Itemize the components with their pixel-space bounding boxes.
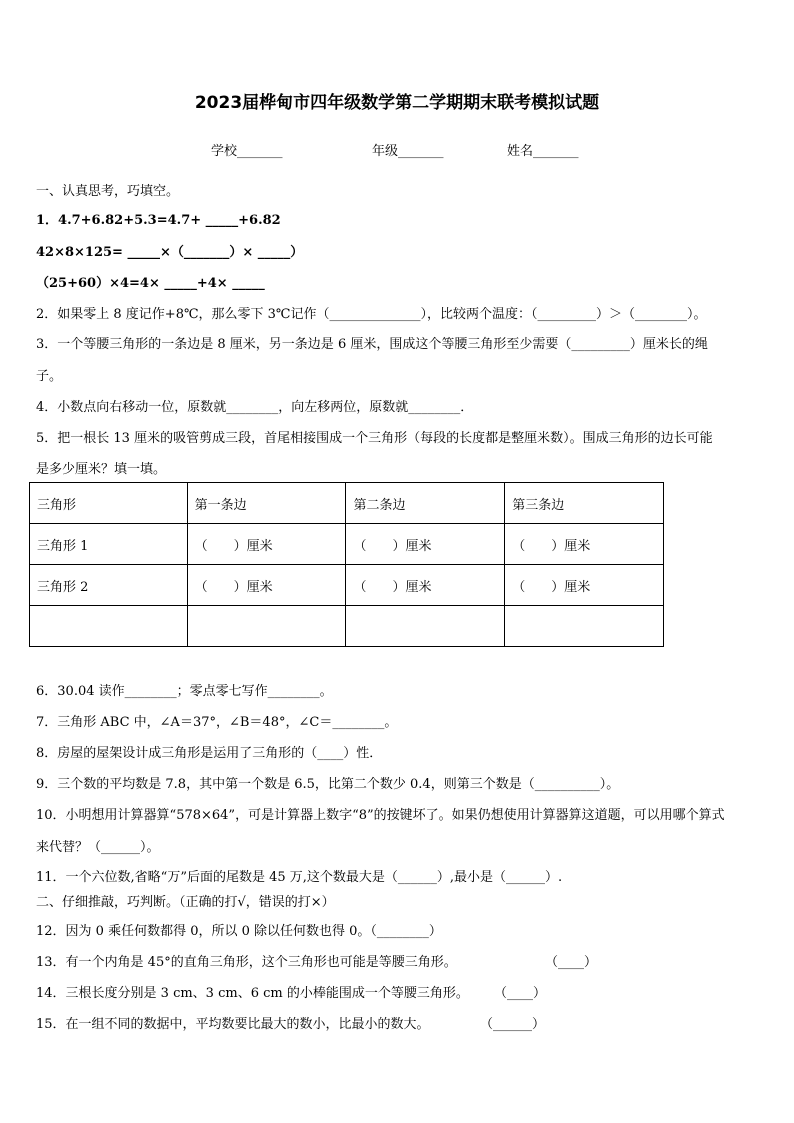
table-cell: （ ）厘米	[505, 565, 664, 606]
question-6: 6．30.04 读作________；零点零七写作________。	[36, 684, 333, 699]
section1-heading: 一、认真思考，巧填空。	[36, 184, 180, 199]
table-cell	[30, 606, 188, 647]
table-header-cell: 第三条边	[505, 483, 664, 524]
name-field: 姓名_______	[507, 144, 579, 159]
question-2: 2．如果零上 8 度记作+8℃，那么零下 3℃记作（______________），比较两个温度：（_________）＞（________）。	[36, 307, 707, 322]
table-cell: （ ）厘米	[187, 524, 346, 565]
table-cell: （ ）厘米	[187, 565, 346, 606]
section2-heading: 二、仔细推敲，巧判断。（正确的打√，错误的打×）	[36, 895, 335, 910]
question-13-blank: （____）	[545, 955, 598, 970]
question-10-line1: 10．小明想用计算器算“578×64”，可是计算器上数字“8”的按键坏了。如果仍想使用计算器算这道题，可以用哪个算式	[36, 808, 725, 823]
table-row	[30, 565, 664, 606]
question-3-line2: 子。	[36, 369, 63, 384]
table-header-cell: 三角形	[30, 483, 188, 524]
table-header-cell: 第二条边	[346, 483, 505, 524]
school-field: 学校_______	[211, 144, 283, 159]
question-8: 8．房屋的屋架设计成三角形是运用了三角形的（____）性．	[36, 746, 383, 761]
question-15: 15．在一组不同的数据中，平均数要比最大的数小，比最小的数大。	[36, 1017, 430, 1032]
table-cell	[187, 606, 346, 647]
q1-line1: 1．4.7+6.82+5.3=4.7+ _____+6.82	[36, 213, 281, 228]
question-4: 4．小数点向右移动一位，原数就________，向左移两位，原数就________．	[36, 400, 474, 415]
page-title: 2023届桦甸市四年级数学第二学期期末联考模拟试题	[194, 93, 600, 113]
table-cell: 三角形 2	[30, 565, 188, 606]
table-cell: （ ）厘米	[505, 524, 664, 565]
question-3-line1: 3．一个等腰三角形的一条边是 8 厘米，另一条边是 6 厘米，围成这个等腰三角形至少需要（_________）厘米长的绳	[36, 337, 708, 352]
table-cell	[505, 606, 664, 647]
question-7: 7．三角形 ABC 中，∠A＝37°，∠B＝48°，∠C＝________。	[36, 715, 398, 730]
table-header-row	[30, 483, 664, 524]
table-header-cell: 第一条边	[187, 483, 346, 524]
table-cell: 三角形 1	[30, 524, 188, 565]
triangle-table	[29, 482, 664, 647]
question-5-line2: 是多少厘米？填一填。	[36, 462, 167, 477]
question-14-blank: （____）	[494, 986, 547, 1001]
table-row	[30, 524, 664, 565]
question-12: 12．因为 0 乘任何数都得 0，所以 0 除以任何数也得 0。（________）	[36, 924, 442, 939]
grade-field: 年级_______	[372, 144, 444, 159]
question-5-line1: 5．把一根长 13 厘米的吸管剪成三段，首尾相接围成一个三角形（每段的长度都是整厘米数）。围成三角形的边长可能	[36, 431, 713, 446]
question-10-line2: 来代替？（______）。	[36, 840, 160, 855]
question-11: 11．一个六位数,省略“万”后面的尾数是 45 万,这个数最大是（______）,最小是（______）.	[36, 870, 563, 885]
question-15-blank: （______）	[480, 1017, 546, 1032]
q1-line3: （25+60）×4=4× _____+4× _____	[36, 276, 265, 291]
table-cell: （ ）厘米	[346, 565, 505, 606]
q1-line2: 42×8×125= _____×（_______）× _____）	[36, 245, 304, 260]
table-cell: （ ）厘米	[346, 524, 505, 565]
question-9: 9．三个数的平均数是 7.8，其中第一个数是 6.5，比第二个数少 0.4，则第三个数是（__________）。	[36, 777, 620, 792]
question-14: 14．三根长度分别是 3 cm、3 cm、6 cm 的小棒能围成一个等腰三角形。	[36, 986, 469, 1001]
table-cell	[346, 606, 505, 647]
table-row	[30, 606, 664, 647]
question-13: 13．有一个内角是 45°的直角三角形，这个三角形也可能是等腰三角形。	[36, 955, 457, 970]
